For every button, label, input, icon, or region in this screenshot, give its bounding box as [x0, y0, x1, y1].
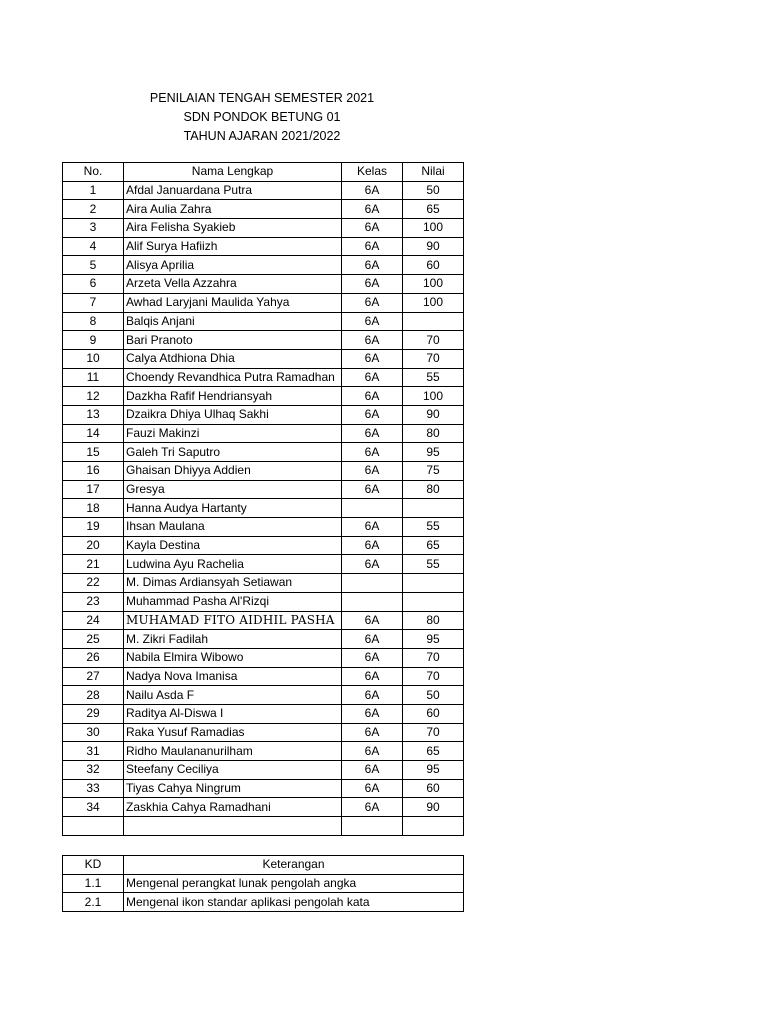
cell-kelas: 6A — [342, 368, 403, 387]
cell-nilai: 75 — [403, 462, 464, 481]
cell-kelas: 6A — [342, 723, 403, 742]
cell-nama — [124, 817, 342, 836]
document-title-block — [62, 89, 462, 146]
table-row — [63, 237, 464, 256]
cell-nilai: 70 — [403, 723, 464, 742]
cell-nilai: 90 — [403, 237, 464, 256]
table-row — [63, 555, 464, 574]
table-row — [63, 368, 464, 387]
cell-kelas: 6A — [342, 686, 403, 705]
cell-keterangan: Mengenal ikon standar aplikasi pengolah kata — [124, 893, 464, 912]
cell-nama: Ridho Maulananurilham — [124, 742, 342, 761]
cell-kelas: 6A — [342, 443, 403, 462]
cell-kelas: 6A — [342, 536, 403, 555]
cell-kelas: 6A — [342, 761, 403, 780]
cell-no: 12 — [63, 387, 124, 406]
kd-row — [63, 893, 464, 912]
table-row — [63, 480, 464, 499]
cell-nilai: 80 — [403, 611, 464, 630]
cell-nilai — [403, 574, 464, 593]
cell-nama: M. Dimas Ardiansyah Setiawan — [124, 574, 342, 593]
cell-kelas: 6A — [342, 779, 403, 798]
cell-nama: Nabila Elmira Wibowo — [124, 648, 342, 667]
cell-no: 5 — [63, 256, 124, 275]
cell-nama: Muhammad Pasha Al'Rizqi — [124, 592, 342, 611]
cell-nilai: 55 — [403, 518, 464, 537]
cell-kelas: 6A — [342, 555, 403, 574]
table-row — [63, 536, 464, 555]
cell-nama: M. Zikri Fadilah — [124, 630, 342, 649]
cell-nilai — [403, 817, 464, 836]
kd-row — [63, 874, 464, 893]
cell-nilai: 100 — [403, 275, 464, 294]
table-row — [63, 462, 464, 481]
cell-nilai: 55 — [403, 555, 464, 574]
cell-no — [63, 817, 124, 836]
cell-no: 18 — [63, 499, 124, 518]
table-row — [63, 742, 464, 761]
table-row — [63, 704, 464, 723]
table-row — [63, 443, 464, 462]
cell-kelas: 6A — [342, 387, 403, 406]
cell-nilai: 60 — [403, 256, 464, 275]
table-row — [63, 331, 464, 350]
cell-nilai: 50 — [403, 686, 464, 705]
cell-kelas: 6A — [342, 424, 403, 443]
table-row — [63, 424, 464, 443]
cell-nama: Hanna Audya Hartanty — [124, 499, 342, 518]
cell-nama: Steefany Ceciliya — [124, 761, 342, 780]
grades-body — [63, 181, 464, 835]
cell-nama: Dzaikra Dhiya Ulhaq Sakhi — [124, 405, 342, 424]
cell-nilai: 100 — [403, 293, 464, 312]
title-exam: PENILAIAN TENGAH SEMESTER 2021 — [149, 91, 375, 105]
table-row — [63, 798, 464, 817]
cell-kelas: 6A — [342, 667, 403, 686]
cell-nama: Bari Pranoto — [124, 331, 342, 350]
cell-no: 15 — [63, 443, 124, 462]
cell-nilai: 95 — [403, 630, 464, 649]
cell-no: 24 — [63, 611, 124, 630]
cell-nilai: 95 — [403, 443, 464, 462]
column-header-nama: Nama Lengkap — [124, 163, 342, 182]
cell-nilai — [403, 312, 464, 331]
cell-no: 10 — [63, 349, 124, 368]
cell-no: 1 — [63, 181, 124, 200]
cell-nama: Arzeta Vella Azzahra — [124, 275, 342, 294]
cell-nama: Awhad Laryjani Maulida Yahya — [124, 293, 342, 312]
table-row — [63, 200, 464, 219]
table-row — [63, 293, 464, 312]
grades-header-row — [63, 163, 464, 182]
cell-no: 3 — [63, 219, 124, 238]
cell-nilai: 95 — [403, 761, 464, 780]
cell-nama: Galeh Tri Saputro — [124, 443, 342, 462]
cell-nama: Nailu Asda F — [124, 686, 342, 705]
cell-kelas: 6A — [342, 518, 403, 537]
cell-nilai: 100 — [403, 219, 464, 238]
cell-nama: Raka Yusuf Ramadias — [124, 723, 342, 742]
cell-nama: Alisya Aprilia — [124, 256, 342, 275]
table-row — [63, 518, 464, 537]
cell-nilai: 70 — [403, 667, 464, 686]
cell-no: 31 — [63, 742, 124, 761]
cell-no: 20 — [63, 536, 124, 555]
cell-no: 7 — [63, 293, 124, 312]
cell-nama: Dazkha Rafif Hendriansyah — [124, 387, 342, 406]
cell-kelas: 6A — [342, 219, 403, 238]
cell-kd: 2.1 — [63, 893, 124, 912]
cell-no: 19 — [63, 518, 124, 537]
cell-nilai: 90 — [403, 798, 464, 817]
cell-nama: Ludwina Ayu Rachelia — [124, 555, 342, 574]
cell-kelas — [342, 574, 403, 593]
table-row — [63, 312, 464, 331]
cell-nama: Gresya — [124, 480, 342, 499]
cell-nilai: 65 — [403, 536, 464, 555]
table-row — [63, 592, 464, 611]
kd-header-row — [63, 856, 464, 875]
table-row — [63, 817, 464, 836]
table-row — [63, 275, 464, 294]
cell-no: 9 — [63, 331, 124, 350]
cell-no: 4 — [63, 237, 124, 256]
table-row — [63, 779, 464, 798]
cell-kelas: 6A — [342, 480, 403, 499]
cell-nilai: 70 — [403, 648, 464, 667]
table-row — [63, 761, 464, 780]
cell-kelas: 6A — [342, 630, 403, 649]
cell-no: 32 — [63, 761, 124, 780]
cell-no: 22 — [63, 574, 124, 593]
cell-nilai — [403, 592, 464, 611]
cell-nama: Aira Aulia Zahra — [124, 200, 342, 219]
cell-nilai: 90 — [403, 405, 464, 424]
column-header-kd: KD — [63, 856, 124, 875]
cell-keterangan: Mengenal perangkat lunak pengolah angka — [124, 874, 464, 893]
cell-kelas: 6A — [342, 349, 403, 368]
cell-nilai: 60 — [403, 704, 464, 723]
cell-nama: Choendy Revandhica Putra Ramadhan — [124, 368, 342, 387]
cell-no: 11 — [63, 368, 124, 387]
cell-kelas: 6A — [342, 331, 403, 350]
table-row — [63, 256, 464, 275]
table-row — [63, 499, 464, 518]
cell-nilai: 70 — [403, 349, 464, 368]
cell-nama: Afdal Januardana Putra — [124, 181, 342, 200]
column-header-nilai: Nilai — [403, 163, 464, 182]
cell-kelas — [342, 499, 403, 518]
cell-no: 8 — [63, 312, 124, 331]
cell-nama: Ihsan Maulana — [124, 518, 342, 537]
cell-nilai: 80 — [403, 480, 464, 499]
title-school: SDN PONDOK BETUNG 01 — [183, 110, 341, 124]
table-row — [63, 387, 464, 406]
cell-no: 29 — [63, 704, 124, 723]
table-row — [63, 686, 464, 705]
cell-no: 14 — [63, 424, 124, 443]
cell-kelas: 6A — [342, 462, 403, 481]
cell-no: 34 — [63, 798, 124, 817]
cell-no: 16 — [63, 462, 124, 481]
grades-table — [62, 162, 464, 836]
cell-no: 2 — [63, 200, 124, 219]
cell-no: 25 — [63, 630, 124, 649]
cell-kelas: 6A — [342, 200, 403, 219]
cell-no: 30 — [63, 723, 124, 742]
cell-nilai: 65 — [403, 742, 464, 761]
cell-kelas: 6A — [342, 275, 403, 294]
table-row — [63, 219, 464, 238]
table-row — [63, 611, 464, 630]
cell-no: 21 — [63, 555, 124, 574]
cell-kelas: 6A — [342, 256, 403, 275]
cell-nama: Tiyas Cahya Ningrum — [124, 779, 342, 798]
cell-nilai — [403, 499, 464, 518]
table-row — [63, 405, 464, 424]
cell-nilai: 60 — [403, 779, 464, 798]
cell-no: 17 — [63, 480, 124, 499]
cell-kelas: 6A — [342, 798, 403, 817]
cell-kelas: 6A — [342, 405, 403, 424]
cell-nama: MUHAMAD FITO AIDHIL PASHA — [124, 611, 342, 630]
cell-kd: 1.1 — [63, 874, 124, 893]
cell-nilai: 55 — [403, 368, 464, 387]
column-header-no: No. — [63, 163, 124, 182]
cell-nama: Fauzi Makinzi — [124, 424, 342, 443]
cell-kelas — [342, 592, 403, 611]
cell-no: 33 — [63, 779, 124, 798]
table-row — [63, 648, 464, 667]
cell-kelas: 6A — [342, 312, 403, 331]
cell-nama: Ghaisan Dhiyya Addien — [124, 462, 342, 481]
cell-kelas: 6A — [342, 611, 403, 630]
cell-nilai: 80 — [403, 424, 464, 443]
cell-kelas — [342, 817, 403, 836]
cell-nama: Alif Surya Hafiizh — [124, 237, 342, 256]
cell-nama: Kayla Destina — [124, 536, 342, 555]
table-row — [63, 630, 464, 649]
column-header-kelas: Kelas — [342, 163, 403, 182]
cell-nama: Calya Atdhiona Dhia — [124, 349, 342, 368]
cell-kelas: 6A — [342, 704, 403, 723]
cell-no: 23 — [63, 592, 124, 611]
table-row — [63, 723, 464, 742]
cell-nama: Nadya Nova Imanisa — [124, 667, 342, 686]
cell-no: 28 — [63, 686, 124, 705]
cell-kelas: 6A — [342, 742, 403, 761]
cell-nama: Raditya Al-Diswa I — [124, 704, 342, 723]
table-row — [63, 574, 464, 593]
cell-kelas: 6A — [342, 181, 403, 200]
cell-no: 27 — [63, 667, 124, 686]
cell-nilai: 70 — [403, 331, 464, 350]
cell-nilai: 100 — [403, 387, 464, 406]
cell-kelas: 6A — [342, 648, 403, 667]
cell-nilai: 65 — [403, 200, 464, 219]
column-header-keterangan: Keterangan — [124, 856, 464, 875]
cell-no: 26 — [63, 648, 124, 667]
kd-table — [62, 855, 464, 912]
kd-body — [63, 874, 464, 911]
table-row — [63, 181, 464, 200]
cell-no: 13 — [63, 405, 124, 424]
cell-no: 6 — [63, 275, 124, 294]
title-academic-year: TAHUN AJARAN 2021/2022 — [183, 129, 341, 143]
cell-kelas: 6A — [342, 237, 403, 256]
cell-nilai: 50 — [403, 181, 464, 200]
cell-kelas: 6A — [342, 293, 403, 312]
cell-nama: Aira Felisha Syakieb — [124, 219, 342, 238]
cell-nama: Zaskhia Cahya Ramadhani — [124, 798, 342, 817]
table-row — [63, 349, 464, 368]
table-row — [63, 667, 464, 686]
cell-nama: Balqis Anjani — [124, 312, 342, 331]
